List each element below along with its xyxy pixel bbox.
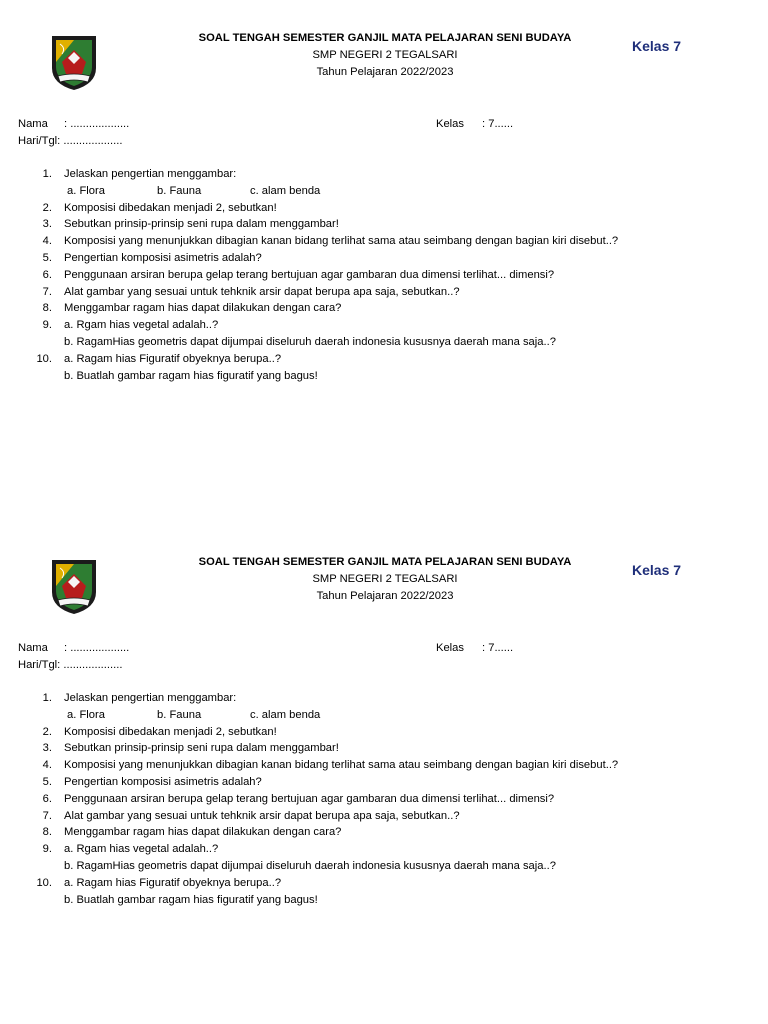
- question-text: Komposisi dibedakan menjadi 2, sebutkan!: [64, 201, 277, 214]
- question-text: Alat gambar yang sesuai untuk tehknik arsir dapat berupa apa saja, sebutkan..?: [64, 285, 460, 298]
- question-number: 3.: [42, 742, 52, 755]
- question-number: 2.: [42, 725, 52, 738]
- question-options: [18, 183, 758, 200]
- question-text: Jelaskan pengertian menggambar:: [64, 168, 237, 180]
- question-item: [18, 774, 758, 791]
- question-text: Pengertian komposisi asimetris adalah?: [64, 775, 262, 788]
- question-item: [18, 317, 758, 334]
- question-text: Alat gambar yang sesuai untuk tehknik arsir dapat berupa apa saja, sebutkan..?: [64, 809, 460, 822]
- question-subitem: [18, 892, 758, 909]
- question-text: Jelaskan pengertian menggambar:: [64, 692, 237, 704]
- exam-sheet-2: [0, 554, 768, 954]
- question-item: [18, 351, 758, 368]
- school-name: SMP NEGERI 2 TEGALSARI: [312, 49, 458, 61]
- day-date-field[interactable]: : ...................: [57, 135, 123, 147]
- question-text: a. Ragam hias Figuratif obyeknya berupa..?: [64, 352, 282, 365]
- question-text: Penggunaan arsiran berupa gelap terang bertujuan agar gambaran dua dimensi terlihat... dimensi?: [64, 792, 555, 805]
- question-item: [18, 791, 758, 808]
- question-number: 1.: [42, 692, 52, 704]
- question-item: [18, 757, 758, 774]
- district-emblem-icon: [48, 556, 100, 616]
- question-number: 9.: [42, 843, 52, 856]
- question-number: 6.: [42, 792, 52, 805]
- class-label: Kelas: [436, 118, 464, 130]
- question-number: 8.: [42, 302, 52, 315]
- question-text: Sebutkan prinsip-prinsip seni rupa dalam menggambar!: [64, 742, 339, 755]
- question-item: [18, 200, 758, 217]
- question-subitem: [18, 368, 758, 385]
- question-text: Komposisi yang menunjukkan dibagian kanan bidang terlihat sama atau seimbang dengan bagian kiri disebut..?: [64, 235, 619, 248]
- day-date-label: Hari/Tgl: [18, 659, 58, 671]
- school-name: SMP NEGERI 2 TEGALSARI: [312, 573, 458, 585]
- exam-title: SOAL TENGAH SEMESTER GANJIL MATA PELAJARAN SENI BUDAYA: [198, 556, 572, 568]
- question-number: 4.: [42, 235, 52, 248]
- question-item: [18, 724, 758, 741]
- exam-title: SOAL TENGAH SEMESTER GANJIL MATA PELAJARAN SENI BUDAYA: [198, 32, 572, 44]
- question-item: [18, 875, 758, 892]
- student-identity: [18, 640, 738, 674]
- question-text: b. RagamHias geometris dapat dijumpai diseluruh daerah indonesia kususnya daerah mana saja..?: [64, 859, 556, 872]
- name-field[interactable]: : ...................: [64, 118, 130, 130]
- question-number: 3.: [42, 218, 52, 231]
- class-field[interactable]: : 7......: [482, 642, 514, 654]
- question-number: 2.: [42, 201, 52, 214]
- exam-header: [180, 554, 590, 605]
- question-text: Komposisi dibedakan menjadi 2, sebutkan!: [64, 725, 277, 738]
- question-item: [18, 284, 758, 301]
- exam-header: [180, 30, 590, 81]
- question-number: 10.: [36, 876, 52, 889]
- question-number: 4.: [42, 759, 52, 772]
- option-b: b. Fauna: [157, 708, 202, 721]
- question-item: [18, 300, 758, 317]
- option-a: a. Flora: [67, 184, 105, 197]
- academic-year: Tahun Pelajaran 2022/2023: [316, 66, 454, 78]
- name-field[interactable]: : ...................: [64, 642, 130, 654]
- question-number: 7.: [42, 285, 52, 298]
- question-number: 7.: [42, 809, 52, 822]
- question-subitem: [18, 858, 758, 875]
- question-number: 5.: [42, 775, 52, 788]
- question-item: [18, 250, 758, 267]
- question-item: [18, 216, 758, 233]
- district-emblem-icon: [48, 32, 100, 92]
- class-badge: Kelas 7: [632, 38, 682, 54]
- question-item: [18, 808, 758, 825]
- question-text: Komposisi yang menunjukkan dibagian kanan bidang terlihat sama atau seimbang dengan bagian kiri disebut..?: [64, 759, 619, 772]
- question-options: [18, 707, 758, 724]
- question-text: Pengertian komposisi asimetris adalah?: [64, 251, 262, 264]
- day-date-label: Hari/Tgl: [18, 135, 58, 147]
- question-item: [18, 841, 758, 858]
- question-text: b. Buatlah gambar ragam hias figuratif yang bagus!: [64, 369, 318, 382]
- question-item: [18, 166, 758, 183]
- day-date-field[interactable]: : ...................: [57, 659, 123, 671]
- question-text: Sebutkan prinsip-prinsip seni rupa dalam menggambar!: [64, 218, 339, 231]
- question-item: [18, 740, 758, 757]
- question-item: [18, 690, 758, 707]
- exam-sheet-1: [0, 30, 768, 430]
- class-badge: Kelas 7: [632, 562, 682, 578]
- question-text: b. RagamHias geometris dapat dijumpai diseluruh daerah indonesia kususnya daerah mana saja..?: [64, 335, 556, 348]
- question-number: 5.: [42, 251, 52, 264]
- class-label: Kelas: [436, 642, 464, 654]
- question-number: 8.: [42, 826, 52, 839]
- question-text: a. Rgam hias vegetal adalah..?: [64, 319, 219, 332]
- class-field[interactable]: : 7......: [482, 118, 514, 130]
- question-number: 9.: [42, 319, 52, 332]
- question-item: [18, 233, 758, 250]
- academic-year: Tahun Pelajaran 2022/2023: [316, 590, 454, 602]
- question-text: Menggambar ragam hias dapat dilakukan dengan cara?: [64, 302, 342, 315]
- question-text: Penggunaan arsiran berupa gelap terang bertujuan agar gambaran dua dimensi terlihat... dimensi?: [64, 268, 555, 281]
- option-c: c. alam benda: [250, 184, 321, 197]
- option-a: a. Flora: [67, 708, 105, 721]
- question-text: b. Buatlah gambar ragam hias figuratif yang bagus!: [64, 893, 318, 906]
- question-subitem: [18, 334, 758, 351]
- question-text: Menggambar ragam hias dapat dilakukan dengan cara?: [64, 826, 342, 839]
- question-item: [18, 824, 758, 841]
- option-b: b. Fauna: [157, 184, 202, 197]
- question-number: 10.: [36, 352, 52, 365]
- question-number: 1.: [42, 168, 52, 180]
- question-list: [18, 166, 758, 384]
- question-number: 6.: [42, 268, 52, 281]
- name-label: Nama: [18, 118, 48, 130]
- student-identity: [18, 116, 738, 150]
- question-text: a. Rgam hias vegetal adalah..?: [64, 843, 219, 856]
- question-list: [18, 690, 758, 908]
- question-item: [18, 267, 758, 284]
- option-c: c. alam benda: [250, 708, 321, 721]
- question-text: a. Ragam hias Figuratif obyeknya berupa..?: [64, 876, 282, 889]
- name-label: Nama: [18, 642, 48, 654]
